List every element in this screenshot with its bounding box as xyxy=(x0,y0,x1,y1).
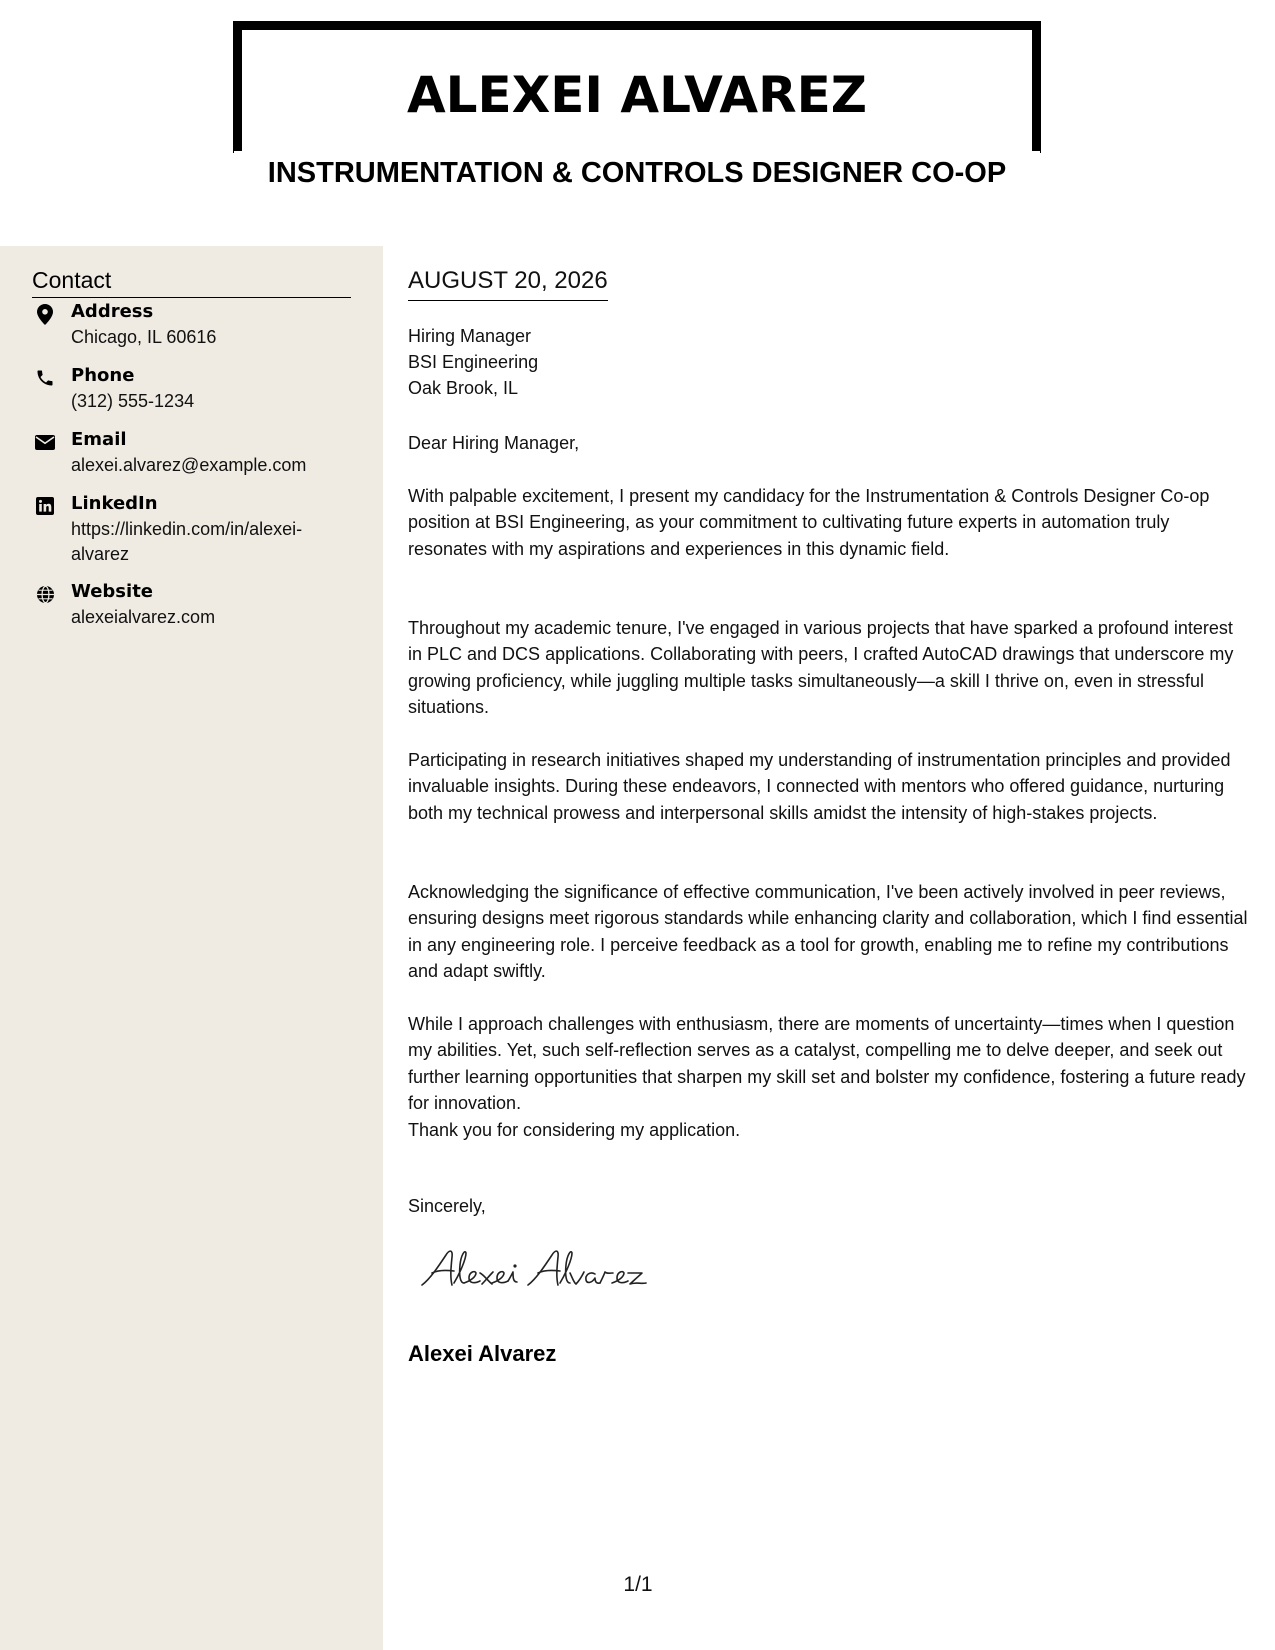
paragraph: With palpable excitement, I present my candidacy for the Instrumentation & Controls Designer Co-op position at BSI Engineering, as your commitment to cultivating future experts in automation truly resonates with my aspirations and experiences in this dynamic field. xyxy=(408,486,1210,559)
paragraph: Participating in research initiatives shaped my understanding of instrumentation principles and provided invaluable insights. During these endeavors, I connected with mentors who offered guidance, nurturing both my technical prowess and interpersonal skills amidst the intensity of high-stakes projects. xyxy=(408,750,1231,823)
address-value: Chicago, IL 60616 xyxy=(71,327,217,347)
phone-icon xyxy=(32,367,58,389)
recipient-block xyxy=(408,323,538,401)
header-title-wrap xyxy=(234,151,1040,189)
applicant-name: ALEXEI ALVAREZ xyxy=(406,66,867,124)
linkedin-value[interactable]: https://linkedin.com/in/alexei-alvarez xyxy=(71,519,303,564)
contact-sidebar xyxy=(0,246,383,1650)
globe-icon xyxy=(32,583,58,605)
contact-item-email xyxy=(32,427,362,479)
contact-label: Email xyxy=(71,429,127,450)
signer-name: Alexei Alvarez xyxy=(408,1341,557,1366)
envelope-icon xyxy=(32,431,58,453)
phone-value: (312) 555-1234 xyxy=(71,391,195,411)
paragraph: Throughout my academic tenure, I've engaged in various projects that have sparked a profound interest in PLC and DCS applications. Collaborating with peers, I crafted AutoCAD drawings that underscore my growing proficiency, while juggling multiple tasks simultaneously—a skill I thrive on, even in stressful situations. xyxy=(408,618,1234,717)
paragraph: Thank you for considering my application. xyxy=(408,1120,741,1140)
salutation: Dear Hiring Manager, xyxy=(408,433,580,453)
paragraph: Acknowledging the significance of effective communication, I've been actively involved in peer reviews, ensuring designs meet rigorous standards while enhancing clarity and collaboration, which I find essential in any engineering role. I perceive feedback as a tool for growth, enabling me to refine my contributions and adapt swiftly. xyxy=(408,882,1248,981)
contact-item-phone xyxy=(32,363,362,415)
contact-label: Website xyxy=(71,581,154,602)
closing: Sincerely, xyxy=(408,1196,486,1216)
contact-label: Phone xyxy=(71,365,135,386)
contact-label: LinkedIn xyxy=(71,493,158,514)
job-title: INSTRUMENTATION & CONTROLS DESIGNER CO-OP xyxy=(267,157,1007,189)
linkedin-icon xyxy=(32,495,58,517)
signature-image xyxy=(420,1239,680,1299)
recipient-line: Hiring Manager xyxy=(408,326,532,346)
website-value[interactable]: alexeialvarez.com xyxy=(71,607,216,627)
contact-item-website xyxy=(32,579,362,631)
contact-heading: Contact xyxy=(32,263,351,298)
recipient-line: Oak Brook, IL xyxy=(408,378,519,398)
recipient-line: BSI Engineering xyxy=(408,352,539,372)
letter-date: AUGUST 20, 2026 xyxy=(408,264,608,301)
page-number: 1/1 xyxy=(623,1573,653,1596)
paragraph: While I approach challenges with enthusiasm, there are moments of uncertainty—times when I question my abilities. Yet, such self-reflection serves as a catalyst, compelling me to delve deeper, and seek out further learning opportunities that sharpen my skill set and bolster my confidence, fostering a future ready for innovation. xyxy=(408,1014,1246,1113)
contact-item-address xyxy=(32,299,362,351)
contact-label: Address xyxy=(71,301,154,322)
map-pin-icon xyxy=(32,303,58,325)
email-value[interactable]: alexei.alvarez@example.com xyxy=(71,455,307,475)
contact-item-linkedin xyxy=(32,491,362,568)
